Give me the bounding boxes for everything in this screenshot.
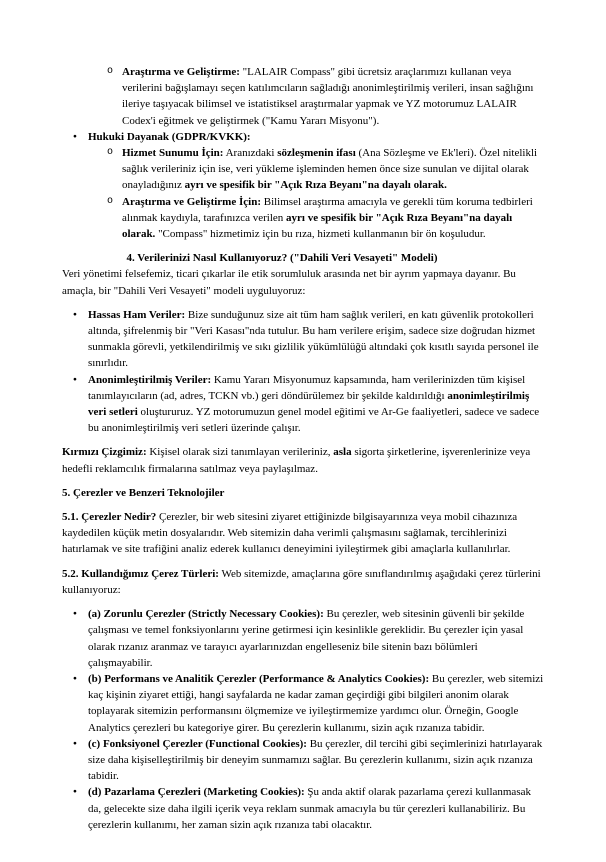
- text-run: 4. Verilerinizi Nasıl Kullanıyoruz? ("Dahili Veri Vesayeti" Modeli): [126, 252, 438, 265]
- list-item: [62, 784, 544, 833]
- text-run: (c) Fonksiyonel Çerezler (Functional Cookies):: [88, 737, 307, 750]
- text-run: Kamu Yararı Misyonumuz kapsamında, ham verilerinizden tüm kişisel tanımlayıcıların (ad, adres, TCKN vb.) geri döndürülemez bir şekilde kaldırıldığı: [88, 373, 526, 402]
- list-item: [62, 129, 544, 145]
- circle-bullet-icon: o: [107, 147, 114, 159]
- text-run: 5. Çerezler ve Benzeri Teknolojiler: [62, 486, 225, 499]
- list-item: [62, 145, 544, 194]
- paragraph: [62, 444, 544, 476]
- circle-bullet-icon: o: [107, 195, 114, 207]
- list-item: [62, 736, 544, 785]
- list-item: [62, 64, 544, 129]
- text-run: anonimleştirilmiş veri setleri: [88, 389, 530, 419]
- text-run: Bu çerezler, web sitesinin güvenli bir şekilde çalışması ve temel fonksiyonlarını yerine getirmesi için kesinlikle gereklidir. Bu çerezler için yasal olarak rızanız aranmaz ve tarayıcı ayarlarınızdan engelleseniz bile sitenin bazı bölümleri çalışmayabilir.: [88, 608, 525, 669]
- list-item: [62, 671, 544, 736]
- disc-bullet-icon: ●: [73, 739, 77, 747]
- list-item: [62, 194, 544, 243]
- text-run: (b) Performans ve Analitik Çerezler (Performance & Analytics Cookies):: [88, 672, 430, 685]
- list-item: [62, 307, 544, 372]
- text-run: (d) Pazarlama Çerezleri (Marketing Cookies):: [88, 786, 305, 799]
- section-heading: [62, 485, 544, 501]
- text-run: Hizmet Sunumu İçin:: [122, 147, 224, 160]
- text-run: Aranızdaki: [223, 147, 278, 160]
- text-run: oluştururuz. YZ motorumuzun genel model eğitimi ve Ar-Ge faaliyetleri, sadece ve sadece bu anonimleştirilmiş veri setleri üzerinde çalışır.: [88, 406, 540, 435]
- disc-bullet-icon: ●: [73, 132, 77, 140]
- disc-bullet-icon: ●: [73, 674, 77, 682]
- text-run: Bilimsel araştırma amacıyla ve gerekli tüm koruma tedbirleri alınmak kaydıyla, tarafınızca verilen: [122, 195, 533, 224]
- text-run: Hassas Ham Veriler:: [88, 308, 186, 321]
- text-run: Hukuki Dayanak (GDPR/KVKK):: [88, 130, 251, 143]
- text-run: Şu anda aktif olarak pazarlama çerezi kullanmasak da, gelecekte size daha ilgili içerik veya reklam sunmak amacıyla bu tür çerezleri kullanabiliriz. Bu çerezlerin kullanımı, her zaman sizin açık rızanıza tabi olacaktır.: [88, 786, 531, 831]
- disc-bullet-icon: ●: [73, 375, 77, 383]
- section-heading: [62, 250, 544, 266]
- text-run: 5.1. Çerezler Nedir?: [62, 511, 157, 524]
- text-run: (Ana Sözleşme ve Ek'leri). Özel nitelikli sağlık verileriniz için ise, veri yükleme işleminden hemen önce size sunulan ve dijital olarak onayladığınız: [122, 147, 538, 192]
- text-run: Bize sunduğunuz size ait tüm ham sağlık verileri, en katı güvenlik protokolleri altında, şifrelenmiş bir "Veri Kasası"nda tutulur. Bu ham verilere erişim, sadece size doğrudan hizmet sunmakla görevli, yetkilendirilmiş ve sıkı gizlilik yükümlülüğü altındaki çok kısıtlı sayıda personel ile sınırlıdır.: [88, 308, 539, 370]
- text-run: Çerezler, bir web sitesini ziyaret ettiğinizde bilgisayarınıza veya mobil cihazınıza kaydedilen küçük metin dosyalarıdır. Web sitemizin daha verimli çalışmasını sağlamak, tercihlerinizi hatırlamak ve site trafiğini analiz ederek kullanıcı deneyimini iyileştirmek gibi amaçlarla kullanılırlar.: [62, 511, 518, 556]
- text-run: Kırmızı Çizgimiz:: [62, 446, 147, 459]
- text-run: Bu çerezler, web sitemizi kaç kişinin ziyaret ettiği, hangi sayfalarda ne kadar zaman geçirdiği gibi bilgileri anonim olarak toplayarak sitemizin performansını ölçmemize ve iyileştirmemize yardımcı olur. Örneğin, Google Analytics çerezleri bu kategoriye girer. Bu çerezlerin kullanımı, sizin açık rızanıza tabidir.: [88, 672, 544, 734]
- document-content: [62, 64, 544, 833]
- text-run: Araştırma ve Geliştirme İçin:: [122, 195, 261, 208]
- disc-bullet-icon: ●: [73, 610, 77, 618]
- text-run: sigorta şirketlerine, işverenlerinize veya hedefli reklamcılık firmalarına satılmaz veya paylaşılmaz.: [62, 446, 531, 475]
- text-run: asla: [333, 446, 352, 459]
- text-run: ayrı ve spesifik bir "Açık Rıza Beyanı"na dayalı olarak.: [122, 211, 513, 241]
- text-run: 5.2. Kullandığımız Çerez Türleri:: [62, 567, 219, 580]
- text-run: (a) Zorunlu Çerezler (Strictly Necessary Cookies):: [88, 608, 324, 621]
- text-run: Anonimleştirilmiş Veriler:: [88, 373, 212, 386]
- text-run: "LALAIR Compass" gibi ücretsiz araçlarımızı kullanan veya verilerini bağışlamayı seçen katılımcıların sağladığı anonimleştirilmiş verileri, insan sağlığını ileriye taşıyacak bilimsel ve istatistiksel araştırmalar yapmak ve YZ motorumuz LALAIR Codex'i eğitmek ve geliştirmek ("Kamu Yararı Misyonu").: [122, 66, 534, 127]
- text-run: Web sitemizde, amaçlarına göre sınıflandırılmış aşağıdaki çerez türlerini kullanıyoruz:: [62, 567, 541, 596]
- text-run: "Compass" hizmetimiz için bu rıza, hizmeti kullanmanın bir ön koşuludur.: [155, 228, 486, 241]
- text-run: Araştırma ve Geliştirme:: [122, 66, 240, 78]
- disc-bullet-icon: ●: [73, 310, 77, 318]
- paragraph: [62, 566, 544, 598]
- text-run: Veri yönetimi felsefemiz, ticari çıkarlar ile etik sorumluluk arasında net bir ayrım yapmaya dayanır. Bu amaçla, bir "Dahili Veri Vesayeti" modeli uyguluyoruz:: [62, 268, 516, 297]
- list-item: [62, 606, 544, 671]
- text-run: ayrı ve spesifik bir "Açık Rıza Beyanı"na dayalı olarak.: [184, 179, 447, 192]
- paragraph: [62, 509, 544, 558]
- text-run: Kişisel olarak sizi tanımlayan verileriniz,: [146, 446, 334, 459]
- text-run: sözleşmenin ifası: [277, 147, 356, 160]
- paragraph: [62, 266, 544, 298]
- disc-bullet-icon: ●: [73, 788, 77, 796]
- text-run: Bu çerezler, dil tercihi gibi seçimlerinizi hatırlayarak size daha kişiselleştirilmiş bir deneyim sunmamızı sağlar. Bu çerezlerin kullanımı, sizin açık rızanıza tabidir.: [88, 737, 543, 783]
- list-item: [62, 372, 544, 437]
- circle-bullet-icon: o: [107, 66, 114, 77]
